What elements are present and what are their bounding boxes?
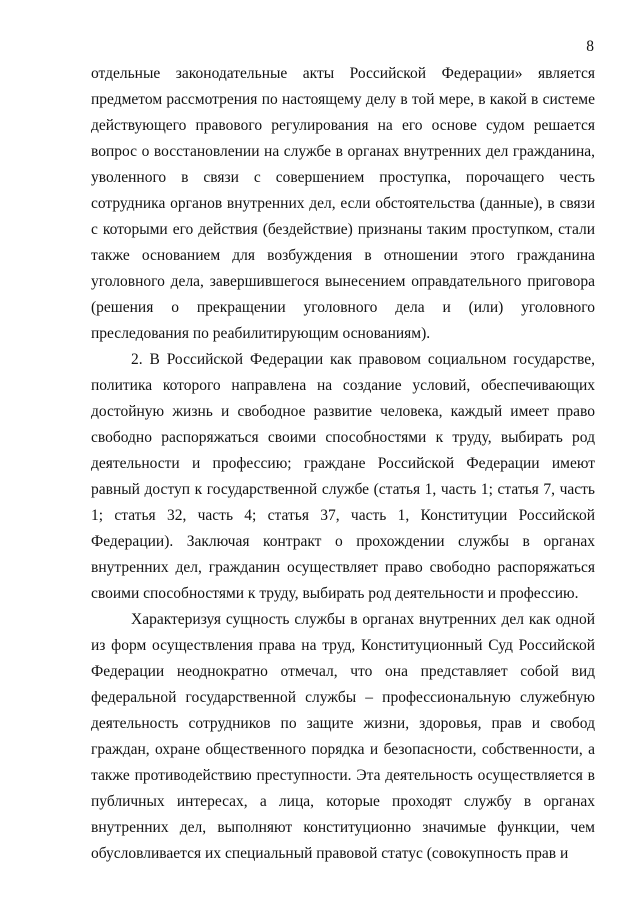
document-body — [91, 61, 595, 867]
page-number: 8 — [586, 38, 594, 55]
paragraph-section-2: 2. В Российской Федерации как правовом социальном государстве, политика которого направлена на создание условий, обеспечивающих достойную жизнь и свободное развитие человека, каждый имеет право свободно распоряжаться своими способностями к труду, выбирать род деятельности и профессию; граждане Российской Федерации имеют равный доступ к государственной службе (статья 1, часть 1; статья 7, часть 1; статья 32, часть 4; статья 37, часть 1, Конституции Российской Федерации). Заключая контракт о прохождении службы в органах внутренних дел, гражданин осуществляет право свободно распоряжаться своими способностями к труду, выбирать род деятельности и профессию. — [91, 351, 595, 602]
paragraph-continuation: отдельные законодательные акты Российской Федерации» является предметом рассмотрения по настоящему делу в той мере, в какой в системе действующего правового регулирования на его основе судом решается вопрос о восстановлении на службе в органах внутренних дел гражданина, уволенного в связи с совершением проступка, порочащего честь сотрудника органов внутренних дел, если обстоятельства (данные), в связи с которыми его действия (бездействие) признаны таким проступком, стали также основанием для возбуждения в отношении этого гражданина уголовного дела, завершившегося вынесением оправдательного приговора (решения о прекращении уголовного дела и (или) уголовного преследования по реабилитирующим основаниям). — [91, 65, 595, 342]
paragraph-service-characterization: Характеризуя сущность службы в органах внутренних дел как одной из форм осуществления права на труд, Конституционный Суд Российской Федерации неоднократно отмечал, что она представляет собой вид федеральной государственной службы – профессиональную служебную деятельность сотрудников по защите жизни, здоровья, прав и свобод граждан, охране общественного порядка и безопасности, собственности, а также противодействию преступности. Эта деятельность осуществляется в публичных интересах, а лица, которые проходят службу в органах внутренних дел, выполняют конституционно значимые функции, чем обусловливается их специальный правовой статус (совокупность прав и — [91, 611, 595, 862]
